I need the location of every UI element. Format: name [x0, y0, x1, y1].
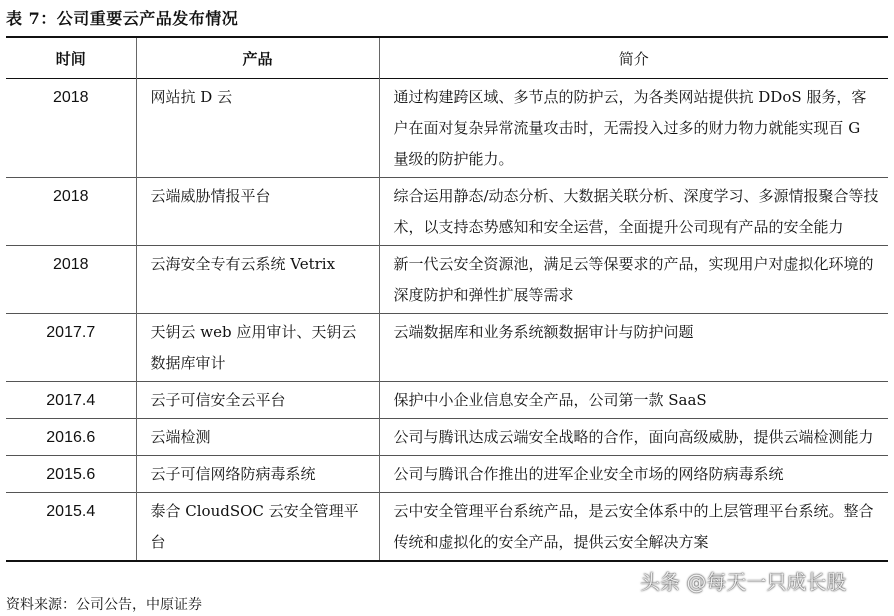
row-product: 云端威胁情报平台 [136, 178, 379, 246]
row-product: 云端检测 [136, 419, 379, 456]
row-product: 云子可信安全云平台 [136, 382, 379, 419]
row-year: 2015.6 [46, 466, 96, 483]
row-desc: 综合运用静态/动态分析、大数据关联分析、深度学习、多源情报聚合等技术，以支持态势感知和安全运营，全面提升公司现有产品的安全能力 [379, 178, 888, 246]
table-row [6, 456, 888, 493]
table-row [6, 314, 888, 382]
row-year: 2018 [52, 188, 89, 205]
table-title: 表 7：公司重要云产品发布情况 [6, 9, 239, 28]
header-intro: 简介 [379, 37, 888, 79]
table-row [6, 246, 888, 314]
row-desc: 云端数据库和业务系统额数据审计与防护问题 [379, 314, 888, 382]
table-row [6, 178, 888, 246]
header-product: 产品 [136, 37, 379, 79]
table-row [6, 493, 888, 562]
row-desc: 公司与腾讯达成云端安全战略的合作，面向高级威胁，提供云端检测能力 [379, 419, 888, 456]
row-desc: 云中安全管理平台系统产品，是云安全体系中的上层管理平台系统。整合传统和虚拟化的安全产品，提供云安全解决方案 [379, 493, 888, 562]
watermark [640, 566, 846, 595]
row-year: 2018 [52, 89, 89, 106]
row-desc: 新一代云安全资源池，满足云等保要求的产品，实现用户对虚拟化环境的深度防护和弹性扩展等需求 [379, 246, 888, 314]
row-product: 云海安全专有云系统 Vetrix [136, 246, 379, 314]
row-product: 云子可信网络防病毒系统 [136, 456, 379, 493]
table-header-row [6, 37, 888, 79]
row-year: 2015.4 [46, 503, 96, 520]
row-product: 泰合 CloudSOC 云安全管理平台 [136, 493, 379, 562]
row-year: 2016.6 [46, 429, 96, 446]
table-row [6, 419, 888, 456]
table-row [6, 382, 888, 419]
source-note: 资料来源：公司公告，中原证券 [6, 597, 202, 613]
header-time: 时间 [55, 49, 86, 68]
row-year: 2017.4 [46, 392, 96, 409]
row-year: 2017.7 [46, 324, 96, 341]
row-desc: 保护中小企业信息安全产品，公司第一款 SaaS [379, 382, 888, 419]
watermark-text: 头条 @每天一只成长股 [640, 570, 847, 594]
cloud-product-table [6, 36, 888, 562]
table-row [6, 79, 888, 178]
row-year: 2018 [52, 256, 89, 273]
row-desc: 公司与腾讯合作推出的进军企业安全市场的网络防病毒系统 [379, 456, 888, 493]
row-desc: 通过构建跨区域、多节点的防护云，为各类网站提供抗 DDoS 服务，客户在面对复杂异常流量攻击时，无需投入过多的财力物力就能实现百 G 量级的防护能力。 [379, 79, 888, 178]
row-product: 网站抗 D 云 [136, 79, 379, 178]
row-product: 天钥云 web 应用审计、天钥云数据库审计 [136, 314, 379, 382]
